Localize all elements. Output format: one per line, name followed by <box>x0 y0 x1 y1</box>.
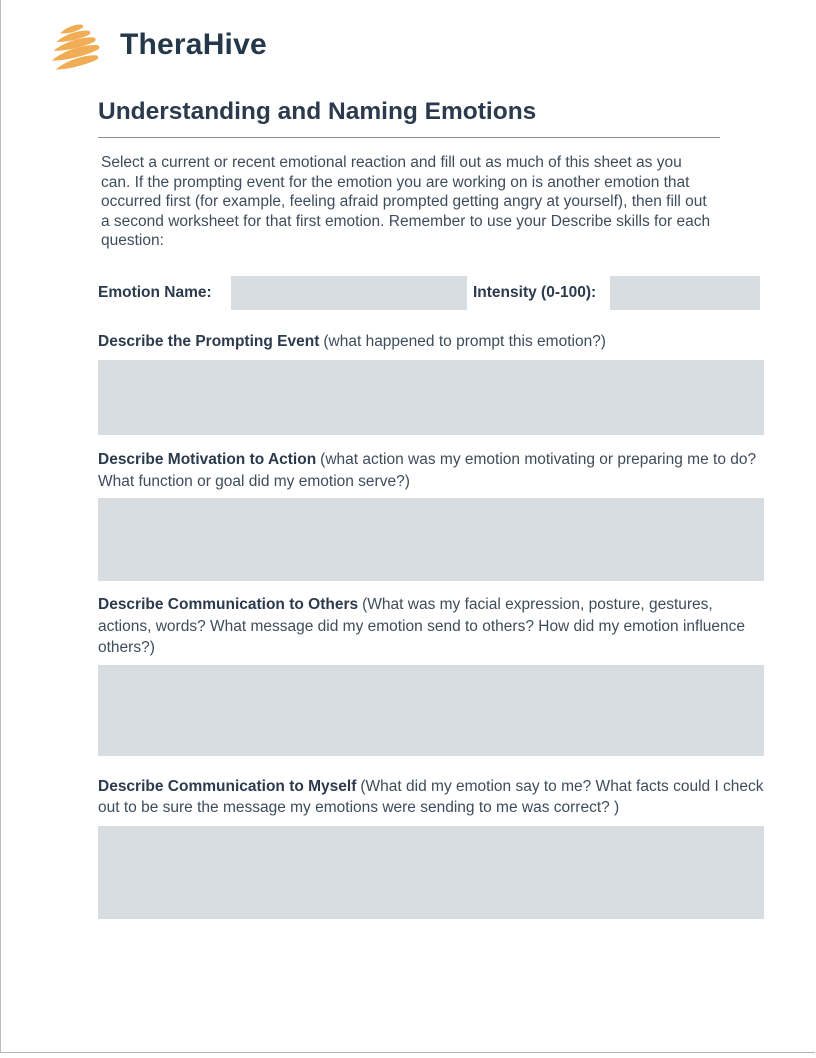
section-title: Describe Communication to Others <box>98 596 359 614</box>
section-title: Describe Motivation to Action <box>98 451 317 469</box>
therahive-hive-icon <box>45 20 107 70</box>
section-hint: (what action was my emotion motivating or preparing me to do? What function or goal did my emotion serve?) <box>98 451 757 490</box>
prompting-event-textarea[interactable] <box>98 360 764 435</box>
brand-name: TheraHive <box>120 28 267 61</box>
communication-to-others-textarea[interactable] <box>98 665 764 756</box>
intensity-input[interactable] <box>610 276 760 310</box>
section-hint: (what happened to prompt this emotion?) <box>323 332 606 350</box>
section-hint: (What was my facial expression, posture, gestures, actions, words? What message did my emotion send to others? How did my emotion influence others?) <box>98 596 746 657</box>
emotion-name-input[interactable] <box>231 276 467 310</box>
section-title: Describe the Prompting Event <box>98 332 320 350</box>
section-heading-communication-to-myself <box>98 776 770 819</box>
emotion-intensity-row <box>98 276 762 310</box>
section-title: Describe Communication to Myself <box>98 777 357 795</box>
section-heading-motivation-to-action <box>98 449 770 492</box>
section-hint: (What did my emotion say to me? What facts could I check out to be sure the message my emotions were sending to me was correct? ) <box>98 777 764 817</box>
worksheet-content <box>1 98 815 919</box>
emotion-name-label: Emotion Name: <box>98 283 212 301</box>
communication-to-myself-textarea[interactable] <box>98 826 764 919</box>
intensity-label: Intensity (0-100): <box>473 283 597 301</box>
header <box>1 0 815 70</box>
motivation-to-action-textarea[interactable] <box>98 498 764 581</box>
page-title: Understanding and Naming Emotions <box>98 98 720 138</box>
intro-text: Select a current or recent emotional reaction and fill out as much of this sheet as you can. If the prompting event for the emotion you are working on is another emotion that occurred first (for example, feeling afraid prompted getting angry at yourself), then fill out a second worksheet for that first emotion. Remember to use your Describe skills for each question: <box>101 154 711 250</box>
section-heading-prompting-event <box>98 331 770 353</box>
section-heading-communication-to-others <box>98 594 770 659</box>
